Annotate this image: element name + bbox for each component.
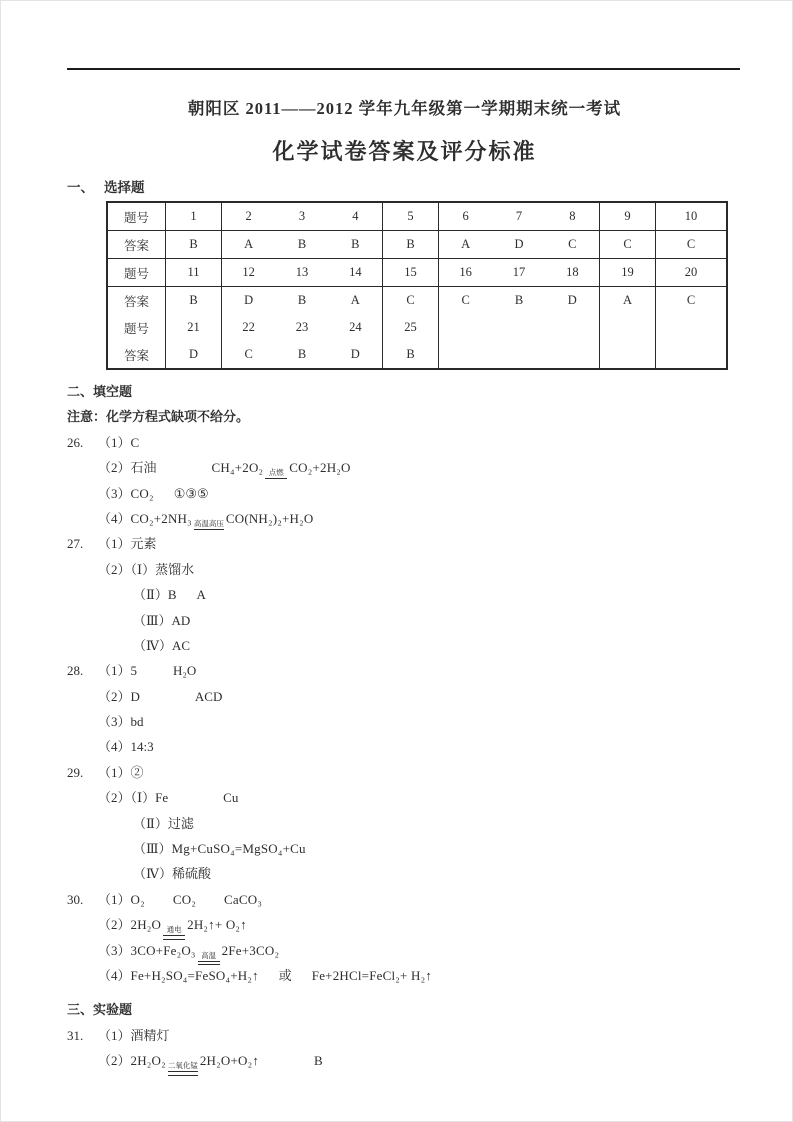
table-row bbox=[107, 231, 727, 259]
table-row bbox=[107, 202, 727, 231]
table-cell: B bbox=[297, 347, 307, 361]
table-cell: 22 bbox=[242, 320, 255, 334]
table-cell-group bbox=[439, 259, 600, 287]
table-cell-group bbox=[222, 202, 383, 231]
sub-item-label: （Ⅳ） bbox=[133, 866, 172, 882]
table-cell: 1 bbox=[166, 202, 222, 231]
table-cell: C bbox=[461, 293, 470, 307]
table-cell-group bbox=[222, 259, 383, 287]
question-number: 28. bbox=[67, 663, 84, 679]
item-label: （4） bbox=[98, 510, 131, 526]
question-number: 31. bbox=[67, 1027, 84, 1043]
answer-value: H₂O bbox=[173, 663, 197, 679]
question-number: 26. bbox=[67, 434, 84, 450]
table-cell: A bbox=[350, 293, 360, 307]
table-cell: 24 bbox=[349, 320, 362, 334]
table-cell: 15 bbox=[383, 259, 439, 287]
answer-value: ACD bbox=[194, 688, 223, 704]
answer-line-27-2-IV bbox=[67, 633, 742, 658]
item-label: （2） bbox=[98, 460, 131, 476]
table-cell: D bbox=[567, 293, 577, 307]
answer-value: 过滤 bbox=[167, 815, 194, 831]
table-cell: 18 bbox=[566, 265, 579, 279]
section-heading-fill bbox=[67, 379, 742, 404]
table-cell: B bbox=[351, 237, 360, 251]
table-cell: 10 bbox=[656, 202, 728, 231]
reaction-condition: 点燃 bbox=[265, 469, 287, 479]
table-cell: 11 bbox=[166, 259, 222, 287]
reaction-condition: 高温 bbox=[198, 952, 220, 966]
item-label: （3） bbox=[98, 714, 131, 730]
table-row bbox=[107, 341, 727, 369]
section-label: 实验题 bbox=[93, 1002, 133, 1018]
item-label: （2） bbox=[98, 790, 131, 806]
answer-value: 稀硫酸 bbox=[172, 866, 212, 882]
table-cell: D bbox=[514, 237, 524, 251]
row-header: 答案 bbox=[107, 231, 166, 259]
item-label: （1） bbox=[98, 536, 131, 552]
answer-value: CO₂ bbox=[172, 891, 197, 907]
answer-value: ①③⑤ bbox=[173, 485, 209, 501]
chemical-equation: Fe+H₂SO₄=FeSO₄+H₂↑ bbox=[130, 967, 259, 983]
section-number: 二、 bbox=[67, 384, 94, 399]
table-cell: 13 bbox=[295, 265, 309, 279]
question-number: 29. bbox=[67, 764, 84, 780]
table-cell: 21 bbox=[166, 314, 222, 341]
answer-line-27-2-III bbox=[67, 608, 742, 633]
table-cell: C bbox=[244, 347, 253, 361]
page-title: 朝阳区 2011——2012 学年九年级第一学期期末统一考试 bbox=[187, 99, 622, 118]
table-cell: 6 bbox=[462, 209, 469, 223]
answer-line-28-4 bbox=[67, 734, 742, 759]
or-connector: 或 bbox=[278, 967, 292, 983]
answer-value: Cu bbox=[223, 790, 239, 806]
answer-line-31-1 bbox=[67, 1023, 742, 1048]
table-cell-group bbox=[439, 287, 600, 315]
answer-value: B bbox=[167, 587, 177, 603]
row-header: 题号 bbox=[107, 202, 166, 231]
table-cell: 23 bbox=[295, 320, 309, 334]
table-cell-group bbox=[439, 231, 600, 259]
answer-value: 元素 bbox=[130, 536, 157, 552]
equation-rhs: CO₂+2H₂O bbox=[289, 460, 351, 476]
table-cell: C bbox=[600, 231, 656, 259]
item-label: （1） bbox=[98, 891, 131, 907]
item-label: （1） bbox=[98, 434, 131, 450]
table-cell: 12 bbox=[242, 265, 255, 279]
table-cell: 9 bbox=[600, 202, 656, 231]
equation-lhs: 3CO+Fe₂O₃ bbox=[130, 942, 196, 958]
chemical-equation bbox=[130, 917, 247, 935]
answer-line-30-2 bbox=[67, 912, 742, 937]
equation-lhs: 2H₂O₂ bbox=[130, 1053, 166, 1069]
answer-value: 酒精灯 bbox=[130, 1027, 170, 1043]
table-cell: C bbox=[383, 287, 439, 315]
answer-line-29-1 bbox=[67, 760, 742, 785]
question-number: 30. bbox=[67, 891, 84, 907]
equation-lhs: CO₂+2NH₃ bbox=[130, 510, 192, 526]
chemical-equation: Fe+2HCl=FeCl₂+ H₂↑ bbox=[311, 967, 433, 983]
answer-line-28-2 bbox=[67, 684, 742, 709]
table-cell: 5 bbox=[383, 202, 439, 231]
chemical-equation bbox=[131, 943, 280, 958]
answer-value: CO₂ bbox=[130, 485, 154, 501]
table-cell: 19 bbox=[600, 259, 656, 287]
item-label: （2） bbox=[98, 917, 131, 933]
item-label: （2） bbox=[98, 561, 131, 577]
sub-item-label: （Ⅰ） bbox=[130, 790, 156, 806]
answer-line-26-2 bbox=[67, 455, 742, 480]
answer-line-29-2-III bbox=[67, 836, 742, 861]
answer-value: C bbox=[130, 434, 140, 450]
item-label: （4） bbox=[98, 739, 131, 755]
reaction-condition: 通电 bbox=[163, 926, 185, 940]
answer-value: B bbox=[314, 1053, 323, 1069]
table-cell: D bbox=[166, 341, 222, 369]
answer-value: 蒸馏水 bbox=[155, 561, 195, 577]
reaction-condition: 二氧化锰 bbox=[168, 1062, 198, 1076]
table-cell: B bbox=[383, 231, 439, 259]
answer-value: AC bbox=[172, 637, 191, 653]
grading-note: 注意：化学方程式缺项不给分。 bbox=[67, 409, 250, 425]
row-header: 答案 bbox=[107, 341, 166, 369]
answer-line-26-3 bbox=[67, 481, 742, 506]
table-cell: 4 bbox=[352, 209, 359, 223]
table-cell bbox=[600, 341, 656, 369]
equation-rhs: 2Fe+3CO₂ bbox=[221, 942, 280, 958]
section-heading-choice bbox=[67, 175, 742, 201]
answer-value: AD bbox=[171, 612, 191, 628]
document-content bbox=[67, 73, 742, 1074]
question-number: 27. bbox=[67, 536, 84, 552]
answers-body bbox=[67, 379, 742, 1074]
answer-value: ② bbox=[130, 764, 144, 780]
answer-line-29-2-I bbox=[67, 785, 742, 810]
table-cell: 3 bbox=[298, 209, 306, 223]
equation-rhs: CO(NH₂)₂+H₂O bbox=[225, 510, 314, 526]
table-cell: D bbox=[350, 347, 360, 361]
sub-item-label: （Ⅱ） bbox=[133, 815, 168, 831]
table-cell: 7 bbox=[515, 209, 523, 223]
answer-line-29-2-II bbox=[67, 811, 742, 836]
table-cell bbox=[656, 314, 728, 341]
section-number: 一、 bbox=[67, 180, 94, 195]
answer-line-26-4 bbox=[67, 506, 742, 531]
table-cell: A bbox=[600, 287, 656, 315]
answer-line-31-2 bbox=[67, 1048, 742, 1073]
table-cell: B bbox=[166, 231, 222, 259]
item-label: （1） bbox=[98, 663, 131, 679]
sub-item-label: （Ⅱ） bbox=[133, 587, 168, 603]
table-row bbox=[107, 287, 727, 315]
table-cell: 2 bbox=[245, 209, 252, 223]
table-cell-group bbox=[439, 314, 600, 341]
section-label: 填空题 bbox=[93, 384, 133, 399]
answer-line-27-1 bbox=[67, 531, 742, 556]
section-label: 选择题 bbox=[104, 180, 145, 195]
answer-line-28-3 bbox=[67, 709, 742, 734]
table-cell: 25 bbox=[383, 314, 439, 341]
chemical-equation: Mg+CuSO₄=MgSO₄+Cu bbox=[171, 841, 306, 857]
sub-item-label: （Ⅲ） bbox=[133, 612, 172, 628]
table-row bbox=[107, 314, 727, 341]
equation-rhs: 2H₂↑+ O₂↑ bbox=[187, 917, 247, 933]
sub-item-label: （Ⅳ） bbox=[133, 637, 172, 653]
answer-line-30-1 bbox=[67, 887, 742, 912]
table-cell: B bbox=[166, 287, 222, 315]
item-label: （3） bbox=[98, 485, 131, 501]
sub-item-label: （Ⅲ） bbox=[133, 841, 172, 857]
equation-lhs: 2H₂O bbox=[130, 917, 162, 933]
answer-line-26-1 bbox=[67, 430, 742, 455]
table-row bbox=[107, 259, 727, 287]
header-rule bbox=[67, 68, 740, 70]
row-header: 题号 bbox=[107, 314, 166, 341]
multiple-choice-answer-table bbox=[106, 201, 728, 370]
table-cell: B bbox=[514, 293, 524, 307]
answer-line-27-2-I bbox=[67, 557, 742, 582]
answer-value: D bbox=[130, 688, 140, 704]
section-number: 三、 bbox=[67, 1002, 94, 1018]
answer-value: A bbox=[196, 587, 206, 603]
row-header: 题号 bbox=[107, 259, 166, 287]
item-label: （2） bbox=[98, 1053, 131, 1069]
item-label: （1） bbox=[98, 764, 131, 780]
table-cell: B bbox=[383, 341, 439, 369]
equation-lhs: CH₄+2O₂ bbox=[211, 460, 264, 476]
table-cell: B bbox=[297, 237, 307, 251]
answer-value: 石油 bbox=[130, 460, 157, 476]
answer-line-27-2-II bbox=[67, 582, 742, 607]
table-cell: 14 bbox=[349, 265, 362, 279]
table-cell: D bbox=[244, 293, 254, 307]
answer-line-29-2-IV bbox=[67, 861, 742, 886]
answer-line-30-4 bbox=[67, 963, 742, 988]
chemical-equation bbox=[131, 511, 314, 526]
table-cell bbox=[600, 314, 656, 341]
answer-value: 5 bbox=[130, 663, 138, 679]
table-cell-group bbox=[222, 314, 383, 341]
chemical-equation bbox=[130, 1053, 260, 1071]
sub-item-label: （Ⅰ） bbox=[130, 561, 156, 577]
answer-value: Fe bbox=[155, 790, 169, 806]
table-cell bbox=[656, 341, 728, 369]
table-cell: A bbox=[461, 237, 471, 251]
item-label: （3） bbox=[98, 942, 131, 958]
reaction-condition: 高温高压 bbox=[193, 518, 224, 528]
equation-rhs: 2H₂O+O₂↑ bbox=[199, 1053, 260, 1069]
table-cell: 8 bbox=[569, 209, 576, 223]
answer-value: CaCO₃ bbox=[224, 891, 263, 907]
table-cell: C bbox=[656, 287, 728, 315]
table-cell-group bbox=[439, 202, 600, 231]
answer-value: bd bbox=[130, 714, 144, 730]
section-heading-experiment bbox=[67, 997, 742, 1022]
table-cell: B bbox=[297, 293, 307, 307]
page-subtitle: 化学试卷答案及评分标准 bbox=[272, 139, 537, 164]
row-header: 答案 bbox=[107, 287, 166, 315]
answer-value: O₂ bbox=[130, 891, 145, 907]
table-cell: A bbox=[244, 237, 254, 251]
table-cell: C bbox=[656, 231, 728, 259]
table-cell: C bbox=[568, 237, 577, 251]
chemical-equation bbox=[211, 460, 351, 478]
table-cell-group bbox=[222, 341, 383, 369]
answer-line-28-1 bbox=[67, 658, 742, 683]
item-label: （1） bbox=[98, 1027, 131, 1043]
answer-line-30-3 bbox=[67, 938, 742, 963]
table-cell: 16 bbox=[459, 265, 472, 279]
table-cell-group bbox=[439, 341, 600, 369]
table-cell-group bbox=[222, 287, 383, 315]
table-cell-group bbox=[222, 231, 383, 259]
answer-value: 14:3 bbox=[130, 739, 154, 755]
table-cell: 17 bbox=[512, 265, 526, 279]
table-cell: 20 bbox=[656, 259, 728, 287]
item-label: （4） bbox=[98, 967, 131, 983]
item-label: （2） bbox=[98, 688, 131, 704]
